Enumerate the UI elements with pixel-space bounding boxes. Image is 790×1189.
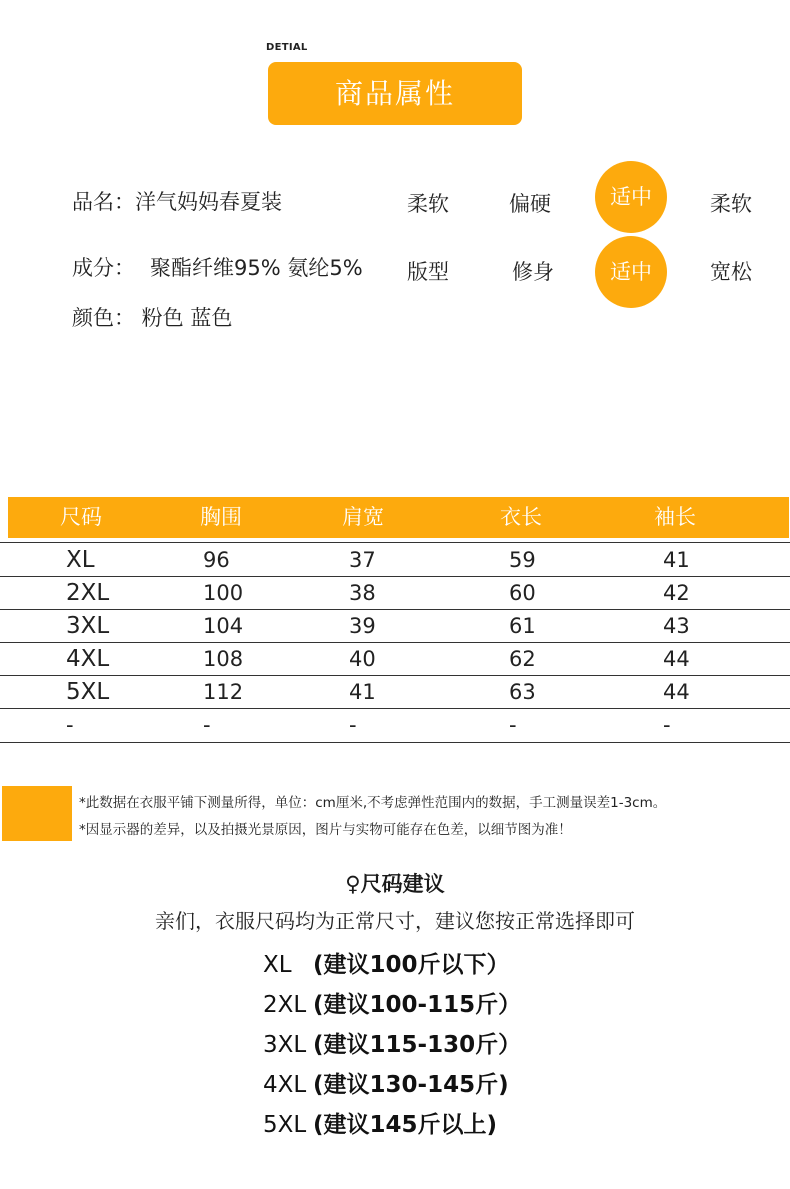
note-accent-box: [2, 786, 72, 841]
softness-option-soft-2: 柔软: [710, 192, 752, 216]
table-cell-size: 5XL: [66, 679, 110, 705]
fit-option-loose: 宽松: [710, 260, 752, 284]
table-cell-sleeve: 44: [663, 680, 690, 704]
size-advice-subtitle: 亲们，衣服尺码均为正常尺寸，建议您按正常选择即可: [155, 909, 635, 933]
advice-weight: (建议100斤以下）: [313, 952, 510, 978]
fit-option-slim: 修身: [512, 260, 554, 284]
composition-label: 成分：: [72, 256, 135, 280]
advice-size: 2XL: [263, 992, 307, 1018]
detail-label: DETIAL: [266, 42, 308, 53]
advice-weight: (建议100-115斤）: [313, 992, 522, 1018]
table-divider: [0, 708, 790, 709]
table-cell-shoulder: 40: [349, 647, 376, 671]
table-cell-length: 60: [509, 581, 536, 605]
color-disclaimer-note: *因显示器的差异，以及拍摄光景原因，图片与实物可能存在色差，以细节图为准！: [79, 822, 572, 838]
table-cell-sleeve: 44: [663, 647, 690, 671]
measurement-note: *此数据在衣服平铺下测量所得，单位：cm厘米,不考虑弹性范围内的数据，手工测量误差1-3cm。: [79, 795, 667, 811]
table-cell-size: 2XL: [66, 580, 110, 606]
table-cell-chest: 100: [203, 581, 244, 605]
section-title-banner: 商品属性: [268, 62, 522, 125]
softness-option-hard: 偏硬: [509, 192, 551, 216]
table-cell-chest: 96: [203, 548, 230, 572]
product-name: 品名：洋气妈妈春夏装: [72, 190, 282, 214]
table-divider: [0, 542, 790, 543]
table-cell-chest: 108: [203, 647, 244, 671]
table-cell-length: -: [509, 713, 517, 737]
table-cell-sleeve: 43: [663, 614, 690, 638]
advice-item: [263, 1026, 521, 1059]
table-cell-shoulder: 39: [349, 614, 376, 638]
advice-item: [263, 1066, 509, 1099]
header-size: 尺码: [60, 505, 102, 529]
header-chest: 胸围: [200, 505, 242, 529]
size-advice-title: ♀尺码建议: [345, 872, 445, 896]
table-cell-length: 61: [509, 614, 536, 638]
table-cell-shoulder: 41: [349, 680, 376, 704]
header-length: 衣长: [500, 505, 542, 529]
advice-item: [263, 986, 521, 1019]
table-cell-shoulder: -: [349, 713, 357, 737]
fit-selected-badge: 适中: [595, 236, 667, 308]
advice-weight: (建议130-145斤): [313, 1072, 509, 1098]
table-cell-shoulder: 37: [349, 548, 376, 572]
table-cell-sleeve: 42: [663, 581, 690, 605]
advice-weight: (建议115-130斤）: [313, 1032, 522, 1058]
table-cell-chest: 104: [203, 614, 244, 638]
table-cell-length: 59: [509, 548, 536, 572]
table-cell-size: XL: [66, 547, 95, 573]
table-cell-size: 3XL: [66, 613, 110, 639]
header-shoulder: 肩宽: [342, 505, 384, 529]
advice-size: XL: [263, 952, 292, 978]
table-cell-size: 4XL: [66, 646, 110, 672]
header-sleeve: 袖长: [654, 505, 696, 529]
table-cell-length: 63: [509, 680, 536, 704]
advice-size: 3XL: [263, 1032, 307, 1058]
table-cell-sleeve: -: [663, 713, 671, 737]
color-options: 颜色： 粉色 蓝色: [72, 306, 233, 330]
table-cell-length: 62: [509, 647, 536, 671]
advice-item: [263, 1106, 497, 1139]
advice-weight: (建议145斤以上): [313, 1112, 498, 1138]
fit-label: 版型: [407, 260, 449, 284]
softness-selected-badge: 适中: [595, 161, 667, 233]
advice-item: [263, 946, 510, 979]
composition-value: 聚酯纤维95% 氨纶5%: [150, 256, 363, 280]
table-divider: [0, 742, 790, 743]
advice-size: 5XL: [263, 1112, 307, 1138]
softness-option-soft: 柔软: [407, 192, 449, 216]
table-cell-size: -: [66, 713, 74, 737]
table-cell-shoulder: 38: [349, 581, 376, 605]
table-cell-chest: -: [203, 713, 211, 737]
advice-size: 4XL: [263, 1072, 307, 1098]
table-cell-sleeve: 41: [663, 548, 690, 572]
table-cell-chest: 112: [203, 680, 244, 704]
